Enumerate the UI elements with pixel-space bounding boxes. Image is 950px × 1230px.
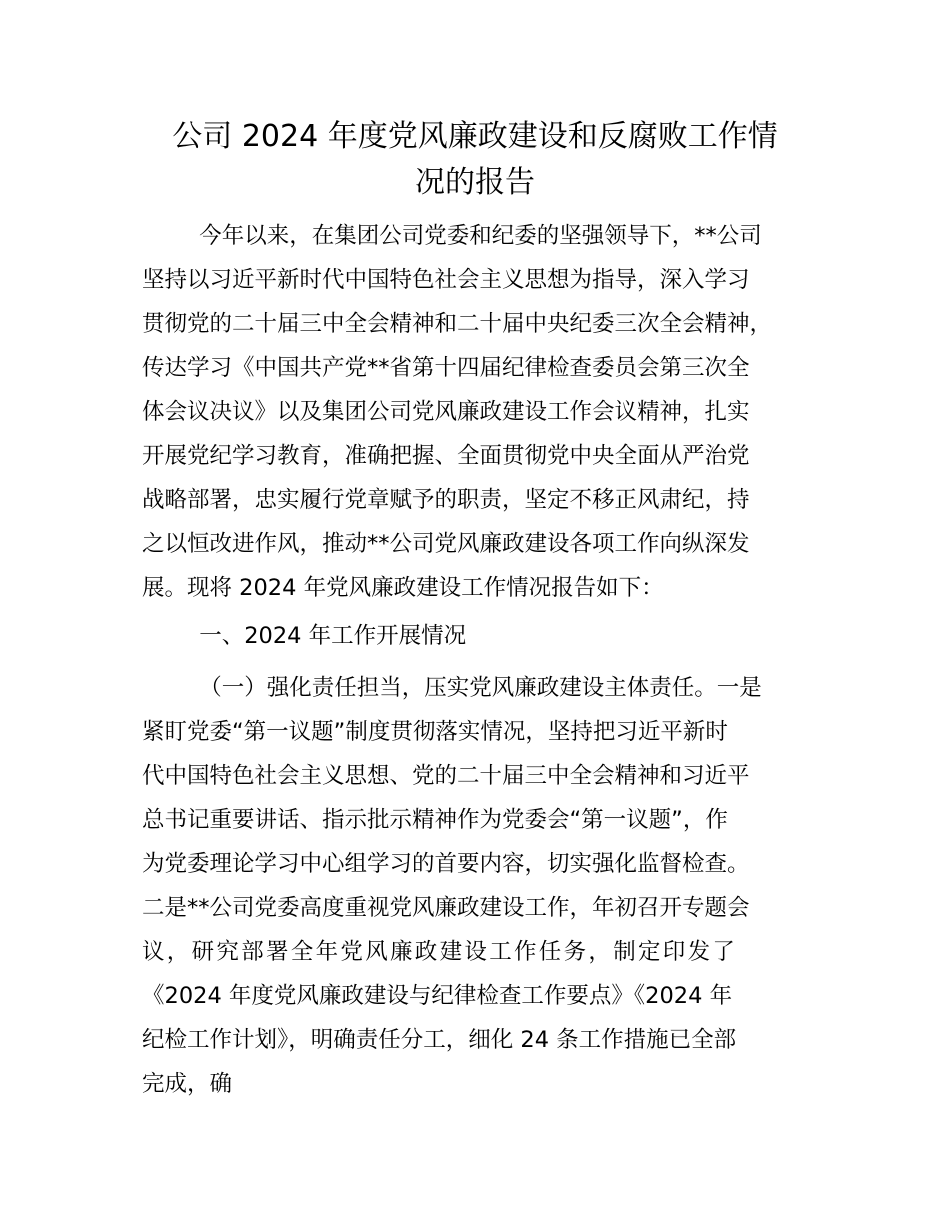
- intro-paragraph: [142, 214, 832, 610]
- text-line: 战略部署，忠实履行党章赋予的职责，坚定不移正风肃纪，持: [142, 487, 750, 513]
- title-line: 况的报告: [415, 165, 535, 200]
- text-line: 总书记重要讲话、指示批示精神作为党委会“第一议题”，作: [142, 807, 728, 833]
- section-heading: [142, 614, 832, 658]
- text-line: 传达学习《中国共产党**省第十四届纪律检查委员会第三次全: [142, 355, 750, 381]
- text-line: 体会议决议》以及集团公司党风廉政建设工作会议精神，扎实: [142, 399, 750, 425]
- text-line: 展。现将 2024 年党风廉政建设工作情况报告如下：: [142, 575, 664, 601]
- text-line: 代中国特色社会主义思想、党的二十届三中全会精神和习近平: [142, 763, 750, 789]
- text-line: 今年以来，在集团公司党委和纪委的坚强领导下，**公司: [142, 223, 762, 249]
- text-line: 紧盯党委“第一议题”制度贯彻落实情况，坚持把习近平新时: [142, 719, 728, 745]
- text-line: 《2024 年度党风廉政建设与纪律检查工作要点》《2024 年: [142, 983, 733, 1009]
- text-line: （一）强化责任担当，压实党风廉政建设主体责任。一是: [142, 675, 762, 701]
- text-line: 议，研究部署全年党风廉政建设工作任务，制定印发了: [142, 939, 738, 965]
- heading-line: 一、2024 年工作开展情况: [142, 623, 467, 649]
- section-paragraph: [142, 666, 832, 1106]
- text-line: 坚持以习近平新时代中国特色社会主义思想为指导，深入学习: [142, 267, 750, 293]
- text-line: 开展党纪学习教育，准确把握、全面贯彻党中央全面从严治党: [142, 443, 750, 469]
- text-line: 为党委理论学习中心组学习的首要内容，切实强化监督检查。: [142, 851, 750, 877]
- text-line: 之以恒改进作风，推动**公司党风廉政建设各项工作向纵深发: [142, 531, 750, 557]
- title-line: 公司 2024 年度党风廉政建设和反腐败工作情: [172, 119, 778, 154]
- text-line: 纪检工作计划》，明确责任分工，细化 24 条工作措施已全部: [142, 1027, 737, 1053]
- text-line: 完成，确: [142, 1071, 233, 1097]
- document-title: [120, 114, 830, 206]
- text-line: 二是**公司党委高度重视党风廉政建设工作，年初召开专题会: [142, 895, 750, 921]
- text-line: 贯彻党的二十届三中全会精神和二十届中央纪委三次全会精神，: [142, 311, 773, 337]
